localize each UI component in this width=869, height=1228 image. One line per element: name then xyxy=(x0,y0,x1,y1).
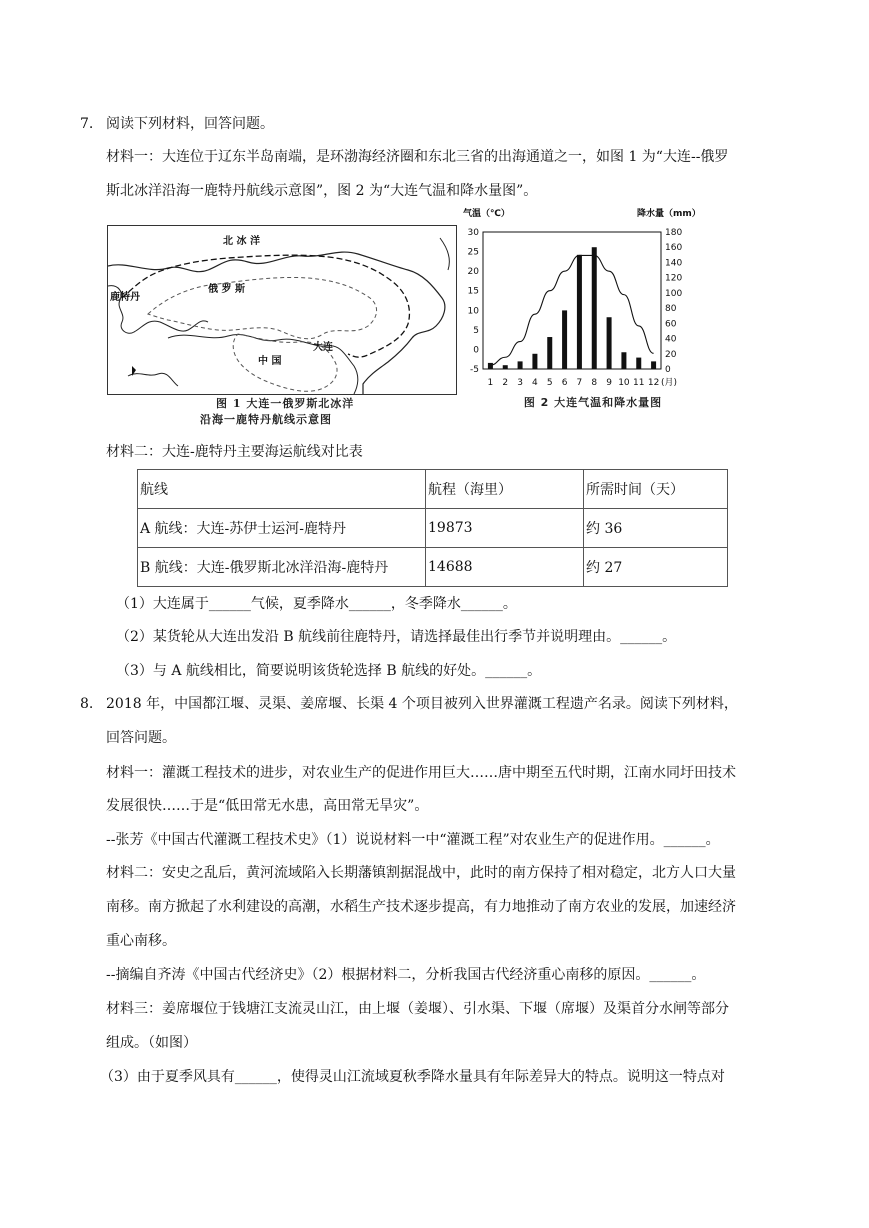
q7-sub-question-2: （2）某货轮从大连出发沿 B 航线前往鹿特丹，请选择最佳出行季节并说明理由。______。 xyxy=(116,629,677,645)
map-label-russia: 俄 罗 斯 xyxy=(208,284,245,295)
chart-left-axis-label: 气温（℃） xyxy=(463,209,510,219)
chart-right-tick-label: 40 xyxy=(665,334,677,345)
coastline-east xyxy=(440,238,449,270)
chart-x-tick-label: 3 xyxy=(517,378,523,388)
q8-source1: --张芳《中国古代灌溉工程技术史》（1）说说材料一中“灌溉工程”对农业生产的促进作用。______。 xyxy=(106,832,720,848)
chart-plot-frame xyxy=(483,232,661,369)
table-header-cell: 所需时间（天） xyxy=(584,470,728,509)
precipitation-bar xyxy=(621,352,626,369)
precipitation-bar xyxy=(532,354,537,369)
route-comparison-table xyxy=(137,469,728,587)
chart-x-tick-label: 4 xyxy=(532,378,538,388)
chart-left-tick-label: 5 xyxy=(473,325,479,336)
q8-material2-line2: 南移。南方掀起了水利建设的高潮，水稻生产技术逐步提高，有力地推动了南方农业的发展，加速经济 xyxy=(106,899,736,915)
chart-title: 图 2 大连气温和降水量图 xyxy=(523,396,663,409)
chart-x-tick-label: 5 xyxy=(546,378,553,388)
table-cell: 约 36 xyxy=(584,509,728,548)
map-caption-line2: 沿海一鹿特丹航线示意图 xyxy=(200,413,332,426)
table-cell: 14688 xyxy=(426,548,584,587)
q7-material1-line2: 斯北冰洋沿海一鹿特丹航线示意图”，图 2 为“大连气温和降水量图”。 xyxy=(106,183,538,199)
precipitation-bar xyxy=(562,310,567,369)
chart-right-tick-label: 0 xyxy=(665,365,671,375)
chart-x-axis-label: (月) xyxy=(661,378,678,388)
q8-material3-line1: 材料三：姜席堰位于钱塘江支流灵山江，由上堰（姜堰）、引水渠、下堰（席堰）及渠首分水闸等部分 xyxy=(106,1001,729,1017)
map-label-dalian: 大连 xyxy=(313,342,333,353)
coastline-south xyxy=(128,373,178,386)
precipitation-bar xyxy=(636,358,641,369)
chart-x-tick-label: 11 xyxy=(633,378,645,388)
precipitation-bar xyxy=(651,361,656,369)
q8-material1-line1: 材料一：灌溉工程技术的进步，对农业生产的促进作用巨大……唐中期至五代时期，江南水同圩田技术 xyxy=(106,765,736,781)
temperature-curve xyxy=(490,255,653,365)
chart-x-tick-label: 12 xyxy=(647,378,660,388)
chart-left-tick-label: 10 xyxy=(467,306,479,317)
chart-x-ticks xyxy=(488,378,660,388)
table-header-cell: 航程（海里） xyxy=(426,470,584,509)
table-row xyxy=(138,548,728,587)
route-map-figure xyxy=(107,225,457,395)
table-header-cell: 航线 xyxy=(138,470,426,509)
chart-left-tick-label: 20 xyxy=(467,267,479,278)
chart-right-tick-label: 120 xyxy=(665,273,683,284)
precipitation-bar xyxy=(577,255,582,369)
chart-left-tick-label: 15 xyxy=(467,286,479,297)
chart-left-tick-label: 0 xyxy=(473,345,479,356)
chart-x-tick-label: 1 xyxy=(487,378,494,388)
chart-x-tick-label: 10 xyxy=(618,378,630,388)
q8-material1-line2: 发展很快……于是“低田常无水患，高田常无旱灾”。 xyxy=(106,798,429,814)
precipitation-bar xyxy=(488,363,493,369)
map-caption-line1: 图 1 大连一俄罗斯北冰洋 xyxy=(216,397,355,410)
question-8-number: 8. xyxy=(80,696,94,712)
question-7-intro: 阅读下列材料，回答问题。 xyxy=(106,116,274,132)
route-map-drawing xyxy=(108,226,456,394)
chart-x-tick-label: 8 xyxy=(591,378,598,388)
map-label-china: 中 国 xyxy=(258,356,282,367)
coastline-north xyxy=(108,252,445,394)
chart-left-ticks xyxy=(468,228,480,375)
q8-sub-question-3: （3）由于夏季风具有______，使得灵山江流域夏秋季降水量具有年际差异大的特点。说明这一特点对 xyxy=(100,1069,725,1085)
q8-intro-line1: 2018 年，中国都江堰、灵渠、姜席堰、长渠 4 个项目被列入世界灌溉工程遗产名录。阅读下列材料， xyxy=(106,696,738,712)
chart-right-axis-label: 降水量（mm） xyxy=(637,209,701,219)
chart-right-tick-label: 20 xyxy=(665,349,677,360)
table-cell: 约 27 xyxy=(584,548,728,587)
q8-material2-line1: 材料二：安史之乱后，黄河流域陷入长期藩镇割据混战中，此时的南方保持了相对稳定，北方人口大量 xyxy=(106,865,736,881)
chart-x-tick-label: 7 xyxy=(576,378,583,388)
table-row xyxy=(138,509,728,548)
chart-right-ticks xyxy=(665,228,682,375)
precipitation-bar xyxy=(592,247,597,369)
q7-sub-question-3: （3）与 A 航线相比，简要说明该货轮选择 B 航线的好处。______。 xyxy=(116,663,542,679)
chart-left-tick-label: 25 xyxy=(467,247,479,258)
q7-material2: 材料二：大连-鹿特丹主要海运航线对比表 xyxy=(106,444,363,460)
table-header-row xyxy=(138,470,728,509)
table-cell: 19873 xyxy=(426,509,584,548)
table-cell: A 航线：大连-苏伊士运河-鹿特丹 xyxy=(138,509,426,548)
chart-right-tick-label: 180 xyxy=(665,228,683,238)
chart-x-tick-label: 2 xyxy=(502,378,509,388)
q8-material2-line3: 重心南移。 xyxy=(106,933,176,949)
map-label-rotterdam: 鹿特丹 xyxy=(110,292,140,303)
q8-intro-line2: 回答问题。 xyxy=(106,730,176,746)
q7-material1-line1: 材料一：大连位于辽东半岛南端，是环渤海经济圈和东北三省的出海通道之一，如图 1 为“大连--俄罗 xyxy=(106,149,729,165)
q8-source2: --摘编自齐涛《中国古代经济史》（2）根据材料二，分析我国古代经济重心南移的原因。______。 xyxy=(106,967,706,983)
precipitation-bar xyxy=(547,337,552,369)
table-cell: B 航线：大连-俄罗斯北冰洋沿海-鹿特丹 xyxy=(138,548,426,587)
chart-right-tick-label: 140 xyxy=(665,258,683,269)
chart-right-tick-label: 160 xyxy=(665,243,683,254)
chart-right-tick-label: 100 xyxy=(665,288,683,299)
question-7-number: 7. xyxy=(80,116,94,132)
precipitation-bar xyxy=(607,317,612,369)
chart-left-tick-label: 30 xyxy=(467,228,479,238)
route-b-line xyxy=(122,255,409,357)
precipitation-bar xyxy=(518,361,523,369)
precipitation-bar xyxy=(503,365,508,369)
chart-right-tick-label: 60 xyxy=(665,319,677,330)
map-label-arctic-ocean: 北 冰 洋 xyxy=(223,236,260,247)
q7-sub-question-1: （1）大连属于______气候，夏季降水______，冬季降水______。 xyxy=(116,596,517,612)
chart-left-tick-label: -5 xyxy=(470,365,479,375)
russia-border xyxy=(148,277,377,338)
chart-x-tick-label: 9 xyxy=(606,378,612,388)
chart-x-tick-label: 6 xyxy=(561,378,568,388)
chart-right-tick-label: 80 xyxy=(665,304,677,315)
q8-material3-line2: 组成。（如图） xyxy=(106,1035,197,1051)
climate-chart xyxy=(455,204,715,414)
